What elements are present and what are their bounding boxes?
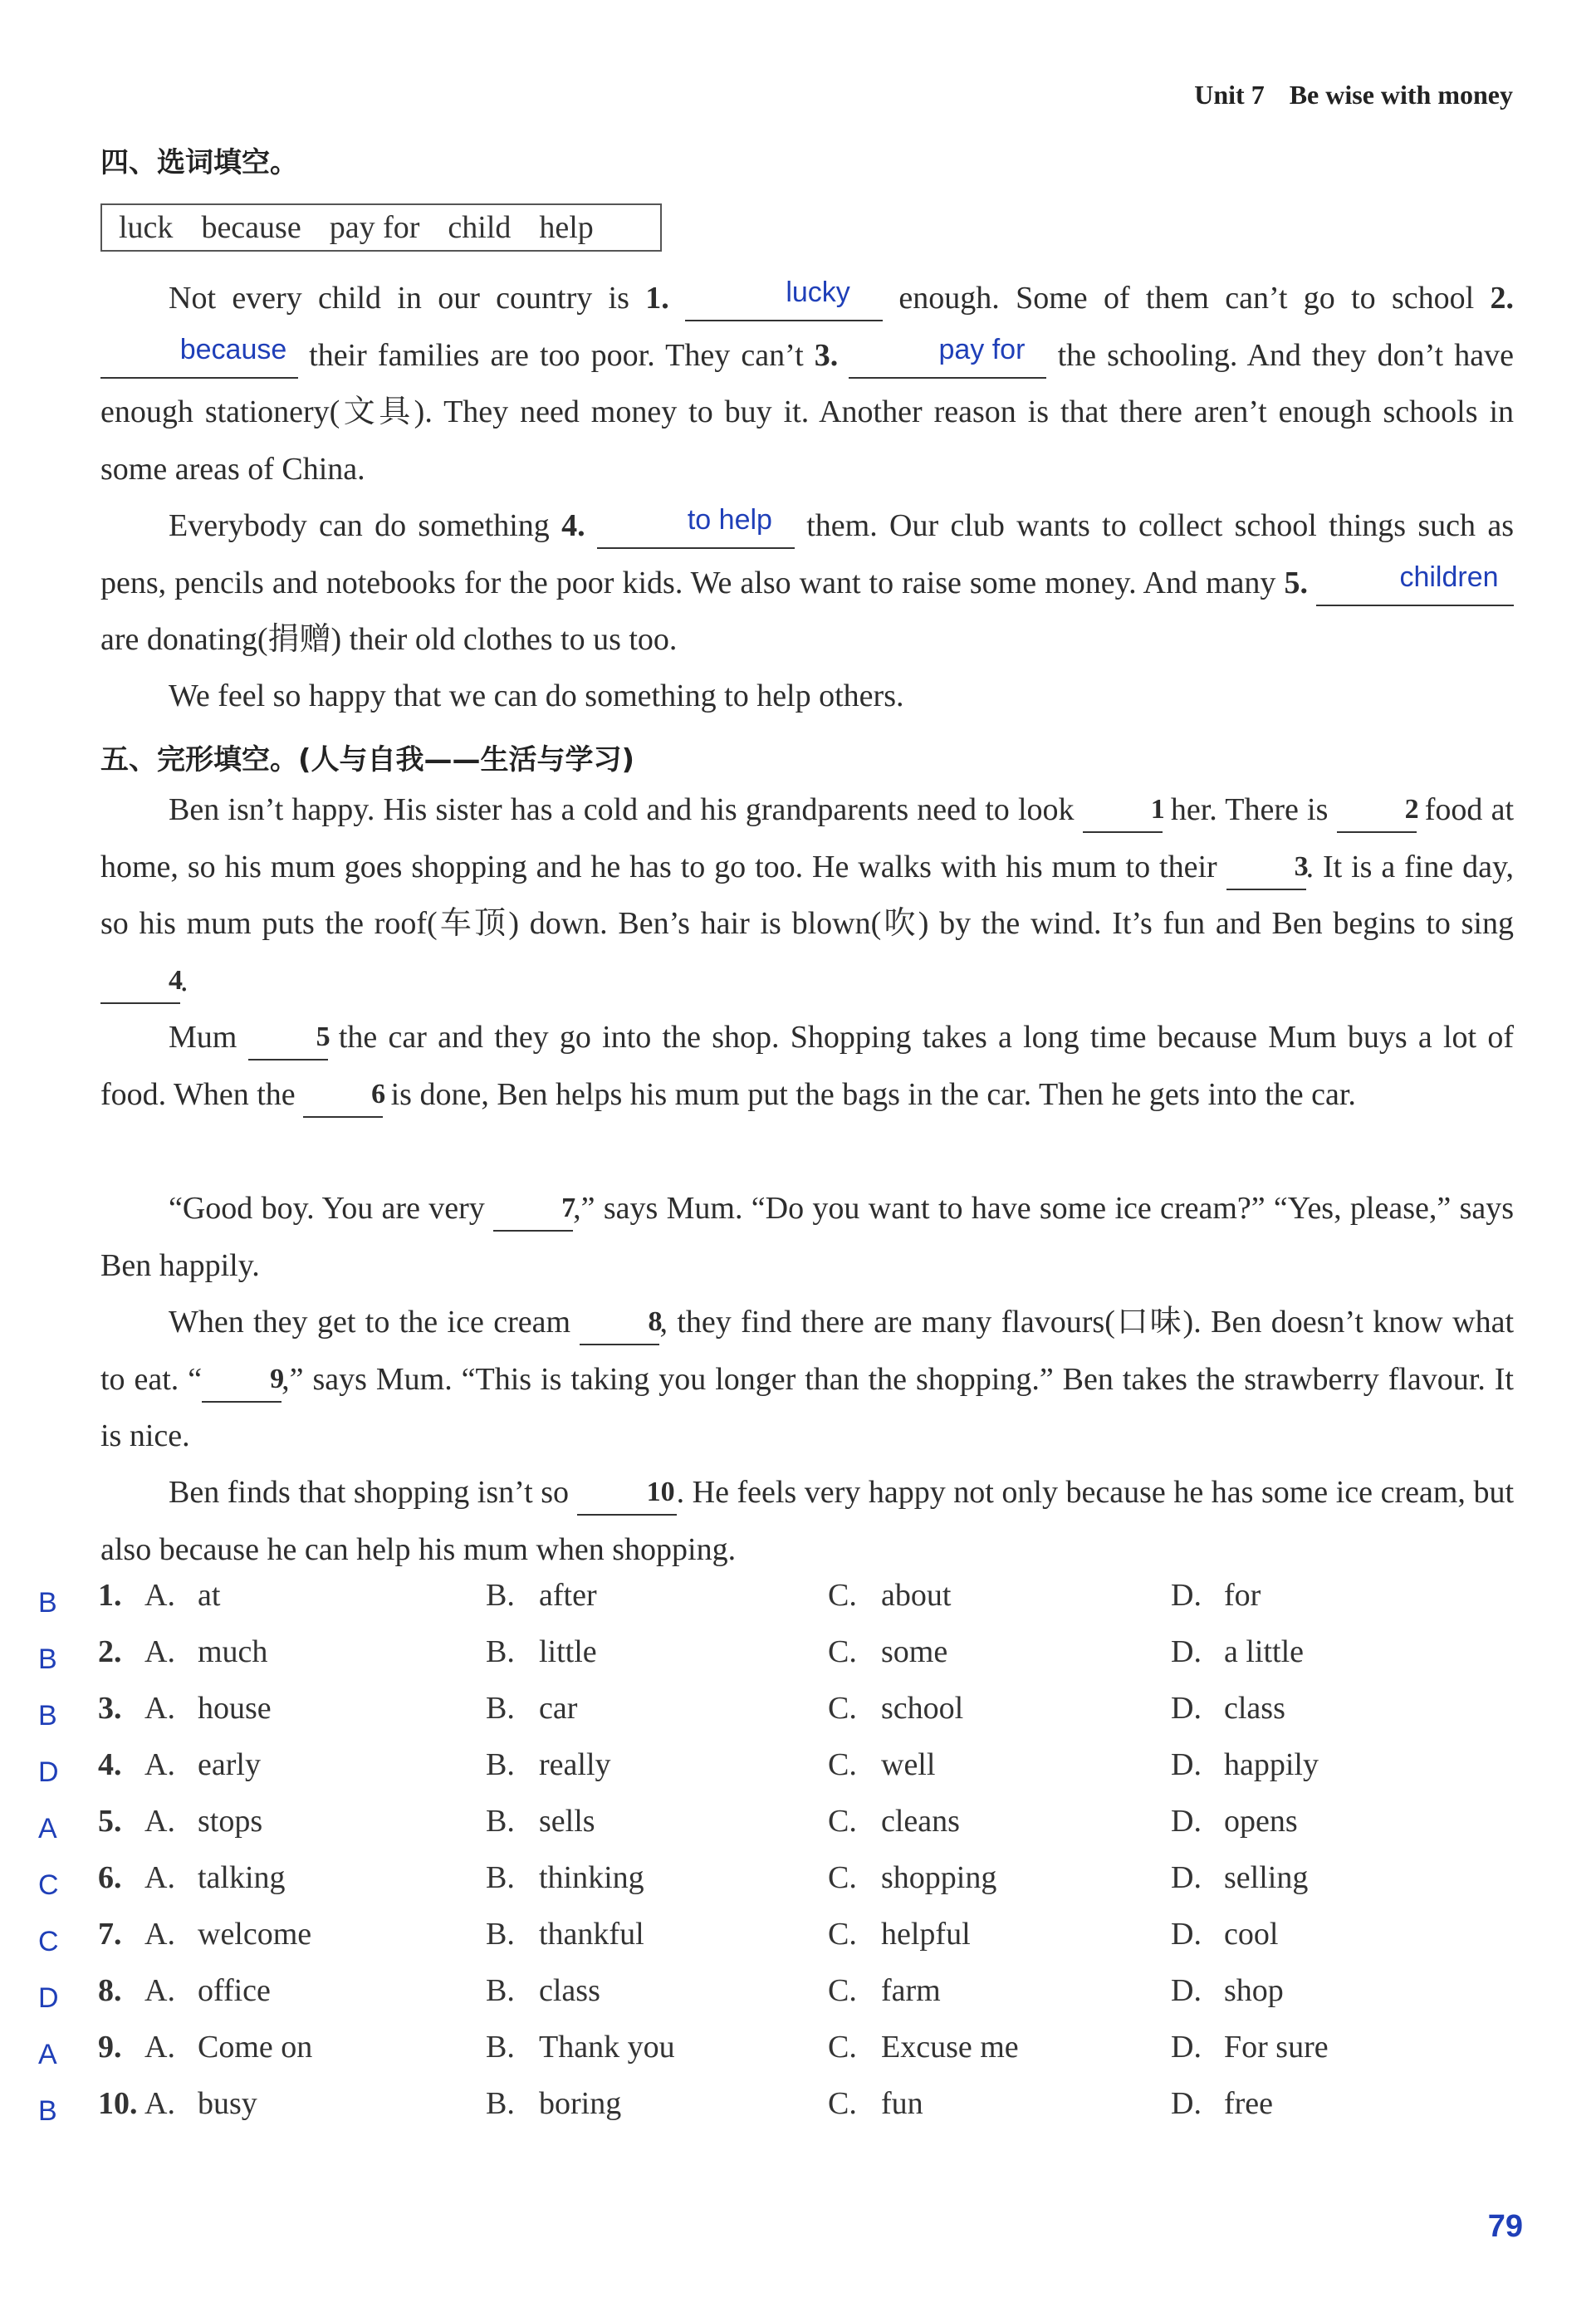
paragraph-text: them. Our club wants to collect school things such as pens, pencils and notebooks for the poor kids. We also want to raise some money. And many [100, 508, 1515, 600]
option-d[interactable] [1171, 2029, 1329, 2065]
cloze-blank-10[interactable] [577, 1477, 677, 1516]
option-letter: A. [144, 1747, 175, 1782]
blank-number: 6 [371, 1078, 386, 1109]
option-b[interactable] [486, 1577, 597, 1614]
word-bank-item: luck [119, 210, 174, 245]
option-a[interactable] [144, 1916, 311, 1952]
paragraph-text: the schooling. And they don’t have enough stationery(文具). They need money to buy it. Another reason is that there aren’t enough schools in some areas of China. [100, 337, 1514, 487]
option-c[interactable] [828, 1690, 963, 1727]
section-4-title: 四、选词填空。 [100, 146, 298, 179]
section-4-paragraph-3: We feel so happy that we can do something to help others. [169, 678, 904, 713]
option-letter: D. [1171, 1747, 1202, 1782]
option-letter: A. [144, 1634, 175, 1669]
paragraph-text: Everybody can do something [169, 508, 562, 543]
option-d[interactable] [1171, 1690, 1285, 1727]
option-text: really [539, 1747, 611, 1782]
section-5-title: 五、完形填空。(人与自我——生活与学习) [100, 743, 635, 776]
option-text: busy [198, 2086, 257, 2121]
question-number: 3. [98, 1691, 122, 1726]
unit-label: Unit 7 [1194, 80, 1265, 110]
option-d[interactable] [1171, 1972, 1284, 2009]
handwritten-answer: lucky [786, 277, 850, 308]
option-letter: D. [1171, 1917, 1202, 1952]
word-bank-item: help [539, 210, 594, 245]
option-text: fun [881, 2086, 923, 2121]
question-number: 10. [98, 2086, 138, 2121]
option-letter: C. [828, 1917, 857, 1952]
handwritten-answer: because [179, 333, 287, 365]
blank-number: 5 [316, 1021, 330, 1052]
option-text: Excuse me [881, 2030, 1019, 2065]
cloze-blank-8[interactable] [580, 1306, 663, 1345]
option-letter: C. [828, 2086, 857, 2121]
option-text: For sure [1224, 2030, 1329, 2065]
blank-number: 10 [646, 1477, 675, 1507]
marked-answer: D [38, 1756, 59, 1788]
blank-number: 9 [270, 1363, 285, 1394]
option-text: well [881, 1747, 936, 1782]
option-text: boring [539, 2086, 622, 2121]
option-c[interactable] [828, 1577, 951, 1614]
option-d[interactable] [1171, 1634, 1304, 1670]
option-c[interactable] [828, 1803, 960, 1839]
answer-blank-5[interactable] [1316, 561, 1514, 606]
cloze-blank-6[interactable] [303, 1078, 386, 1118]
option-d[interactable] [1171, 1916, 1278, 1952]
option-letter: B. [486, 1973, 515, 2008]
blank-number: 3. [814, 337, 839, 373]
paragraph-text: . He feels very happy not only because he has some ice cream, but also because he can help his mum when shopping. [100, 1475, 1515, 1567]
cloze-blank-2[interactable] [1337, 795, 1417, 833]
question-number: 9. [98, 2030, 122, 2065]
option-text: thinking [539, 1860, 644, 1895]
option-a[interactable] [144, 1859, 286, 1896]
option-text: opens [1224, 1804, 1298, 1839]
option-b[interactable] [486, 1972, 600, 2009]
answer-blank-1[interactable] [685, 277, 883, 321]
option-text: cool [1224, 1917, 1279, 1952]
marked-answer: B [38, 1587, 57, 1619]
option-letter: B. [486, 2030, 515, 2065]
answer-blank-4[interactable] [597, 504, 795, 549]
option-letter: C. [828, 1973, 857, 2008]
option-text: free [1224, 2086, 1274, 2121]
option-b[interactable] [486, 1634, 597, 1670]
option-text: about [881, 1578, 952, 1613]
blank-number: 4. [561, 508, 585, 543]
answer-blank-2[interactable] [100, 333, 298, 379]
option-letter: B. [486, 2086, 515, 2121]
option-letter: C. [828, 1747, 857, 1782]
blank-number: 1 [1150, 794, 1165, 825]
option-c[interactable] [828, 1859, 996, 1896]
paragraph-text: When they get to the ice cream [169, 1305, 580, 1340]
paragraph-text: Ben isn’t happy. His sister has a cold and his grandparents need to look [169, 792, 1083, 827]
option-a[interactable] [144, 1577, 220, 1614]
option-letter: D. [1171, 1691, 1202, 1726]
option-text: Thank you [539, 2030, 675, 2065]
option-text: for [1224, 1578, 1261, 1613]
cloze-blank-3[interactable] [1226, 850, 1309, 890]
question-number: 1. [98, 1578, 122, 1613]
option-text: office [198, 1973, 271, 2008]
option-letter: B. [486, 1917, 515, 1952]
option-b[interactable] [486, 1859, 644, 1896]
option-text: car [539, 1691, 578, 1726]
question-row [0, 1577, 1596, 1634]
option-letter: D. [1171, 2086, 1202, 2121]
section-5-paragraph-2 [100, 1009, 1514, 1123]
question-row [0, 1803, 1596, 1859]
option-a[interactable] [144, 2029, 312, 2065]
option-letter: B. [486, 1691, 515, 1726]
paragraph-text: the car and they go into the shop. Shopping takes a long time because Mum buys a lot of food. When the [100, 1020, 1514, 1112]
question-number: 7. [98, 1917, 122, 1952]
option-b[interactable] [486, 1803, 595, 1839]
marked-answer: B [38, 1643, 57, 1675]
option-text: stops [198, 1804, 263, 1839]
question-row [0, 1690, 1596, 1746]
unit-title: Be wise with money [1289, 80, 1513, 110]
question-row [0, 1916, 1596, 1972]
option-a[interactable] [144, 1803, 262, 1839]
option-c[interactable] [828, 1634, 947, 1670]
paragraph-text: food at home, so his mum goes shopping and he has to go too. He walks with his mum to their [100, 792, 1515, 884]
paragraph-text: is done, Ben helps his mum put the bags in the car. Then he gets into the car. [383, 1076, 1356, 1112]
option-text: helpful [881, 1917, 971, 1952]
option-c[interactable] [828, 2085, 923, 2122]
option-letter: C. [828, 2030, 857, 2065]
cloze-blank-7[interactable] [493, 1193, 576, 1232]
question-number: 5. [98, 1804, 122, 1839]
option-letter: A. [144, 1578, 175, 1613]
cloze-blank-9[interactable] [202, 1363, 285, 1403]
word-bank-item: child [448, 210, 512, 245]
option-letter: A. [144, 1860, 175, 1895]
option-text: sells [539, 1804, 595, 1839]
option-letter: A. [144, 1804, 175, 1839]
option-letter: D. [1171, 1578, 1202, 1613]
option-c[interactable] [828, 2029, 1019, 2065]
blank-number: 5. [1284, 565, 1308, 600]
page-header [1194, 80, 1513, 110]
question-row [0, 1746, 1596, 1803]
option-d[interactable] [1171, 1746, 1319, 1783]
option-text: talking [198, 1860, 286, 1895]
option-letter: B. [486, 1578, 515, 1613]
option-text: welcome [198, 1917, 312, 1952]
word-bank-item: because [201, 210, 301, 245]
paragraph-text: , they find there are many flavours(口味). Ben doesn’t know what to eat. “ [100, 1305, 1514, 1397]
question-number: 8. [98, 1973, 122, 2008]
option-letter: D. [1171, 1634, 1202, 1669]
option-c[interactable] [828, 1916, 971, 1952]
option-text: thankful [539, 1917, 644, 1952]
blank-number: 7 [561, 1193, 576, 1223]
option-letter: B. [486, 1804, 515, 1839]
option-letter: C. [828, 1691, 857, 1726]
option-letter: D. [1171, 2030, 1202, 2065]
option-b[interactable] [486, 2029, 675, 2065]
option-d[interactable] [1171, 1577, 1261, 1614]
option-text: cleans [881, 1804, 960, 1839]
option-letter: A. [144, 1691, 175, 1726]
option-c[interactable] [828, 1746, 935, 1783]
cloze-blank-5[interactable] [248, 1022, 328, 1060]
option-a[interactable] [144, 1690, 272, 1727]
option-letter: D. [1171, 1860, 1202, 1895]
page-number: 79 [1487, 2209, 1523, 2244]
option-letter: C. [828, 1578, 857, 1613]
option-text: little [539, 1634, 597, 1669]
option-a[interactable] [144, 1972, 271, 2009]
option-text: class [1224, 1691, 1285, 1726]
blank-number: 2 [1404, 794, 1419, 825]
option-text: at [198, 1578, 221, 1613]
paragraph-text: Not every child in our country is [169, 281, 646, 316]
option-a[interactable] [144, 1746, 261, 1783]
handwritten-answer: children [1399, 561, 1499, 593]
option-text: house [198, 1691, 272, 1726]
option-d[interactable] [1171, 1803, 1298, 1839]
paragraph-text: their families are too poor. They can’t [298, 337, 815, 373]
question-row [0, 1859, 1596, 1916]
option-letter: C. [828, 1860, 857, 1895]
handwritten-answer: to help [687, 504, 772, 536]
paragraph-text: are donating(捐赠) their old clothes to us too. [100, 622, 678, 657]
option-text: farm [881, 1973, 941, 2008]
option-a[interactable] [144, 1634, 267, 1670]
paragraph-text: ,” says Mum. “Do you want to have some ice cream?” “Yes, please,” says Ben happily. [100, 1191, 1515, 1283]
option-text: shopping [881, 1860, 997, 1895]
word-bank-item: pay for [329, 210, 420, 245]
option-text: much [198, 1634, 268, 1669]
section-5-paragraph-1 [100, 781, 1514, 1009]
blank-number: 3 [1294, 850, 1309, 882]
paragraph-text: “Good boy. You are very [169, 1191, 494, 1226]
cloze-blank-1[interactable] [1083, 795, 1163, 833]
question-row [0, 1972, 1596, 2029]
option-text: after [539, 1578, 597, 1613]
section-5-paragraph-4 [100, 1294, 1514, 1465]
cloze-blank-4[interactable] [100, 964, 183, 1004]
question-number: 4. [98, 1747, 122, 1782]
option-text: school [881, 1691, 964, 1726]
option-letter: C. [828, 1634, 857, 1669]
option-text: some [881, 1634, 948, 1669]
paragraph-text: ,” says Mum. “This is taking you longer than the shopping.” Ben takes the strawberry flavour. It is nice. [100, 1361, 1514, 1453]
paragraph-text: Ben finds that shopping isn’t so [169, 1475, 577, 1510]
section-5-paragraph-5 [100, 1464, 1514, 1578]
marked-answer: B [38, 2095, 57, 2127]
paragraph-text: her. There is [1162, 792, 1337, 827]
paragraph-text: . [180, 963, 188, 998]
blank-number: 4 [169, 964, 183, 996]
option-text: happily [1224, 1747, 1319, 1782]
question-number: 2. [98, 1634, 122, 1669]
question-row [0, 1634, 1596, 1690]
option-letter: A. [144, 2030, 175, 2065]
option-letter: A. [144, 1973, 175, 2008]
marked-answer: A [38, 2039, 57, 2070]
option-b[interactable] [486, 1746, 611, 1783]
option-text: a little [1224, 1634, 1305, 1669]
option-letter: C. [828, 1804, 857, 1839]
option-text: shop [1224, 1973, 1284, 2008]
option-b[interactable] [486, 1916, 644, 1952]
option-letter: D. [1171, 1804, 1202, 1839]
marked-answer: B [38, 1700, 57, 1732]
option-text: selling [1224, 1860, 1309, 1895]
marked-answer: C [38, 1869, 59, 1901]
option-a[interactable] [144, 2085, 257, 2122]
question-number: 6. [98, 1860, 122, 1895]
blank-number: 1. [645, 281, 669, 316]
handwritten-answer: pay for [938, 333, 1026, 365]
marked-answer: A [38, 1813, 57, 1844]
section-4-paragraph-2 [100, 497, 1514, 669]
option-text: Come on [198, 2030, 313, 2065]
option-letter: A. [144, 2086, 175, 2121]
question-row [0, 2085, 1596, 2142]
marked-answer: D [38, 1982, 59, 2014]
option-letter: B. [486, 1634, 515, 1669]
option-letter: B. [486, 1860, 515, 1895]
blank-number: 8 [648, 1306, 663, 1337]
option-text: class [539, 1973, 600, 2008]
option-b[interactable] [486, 1690, 577, 1727]
option-c[interactable] [828, 1972, 941, 2009]
option-letter: D. [1171, 1973, 1202, 2008]
section-4-paragraph-1 [100, 270, 1514, 497]
section-5-paragraph-3 [100, 1180, 1514, 1294]
option-text: early [198, 1747, 261, 1782]
option-letter: A. [144, 1917, 175, 1952]
question-row [0, 2029, 1596, 2085]
word-bank [100, 203, 662, 252]
option-d[interactable] [1171, 2085, 1273, 2122]
answer-blank-3[interactable] [849, 333, 1046, 379]
paragraph-text: enough. Some of them can’t go to school [883, 281, 1491, 316]
paragraph-text: Mum [169, 1020, 248, 1055]
option-d[interactable] [1171, 1859, 1308, 1896]
blank-number: 2. [1490, 281, 1515, 316]
option-letter: B. [486, 1747, 515, 1782]
marked-answer: C [38, 1926, 59, 1957]
option-b[interactable] [486, 2085, 621, 2122]
paragraph-text: . It is a fine day, so his mum puts the roof(车顶) down. Ben’s hair is blown(吹) by the wind. It’s fun and Ben begins to sing [100, 849, 1514, 941]
